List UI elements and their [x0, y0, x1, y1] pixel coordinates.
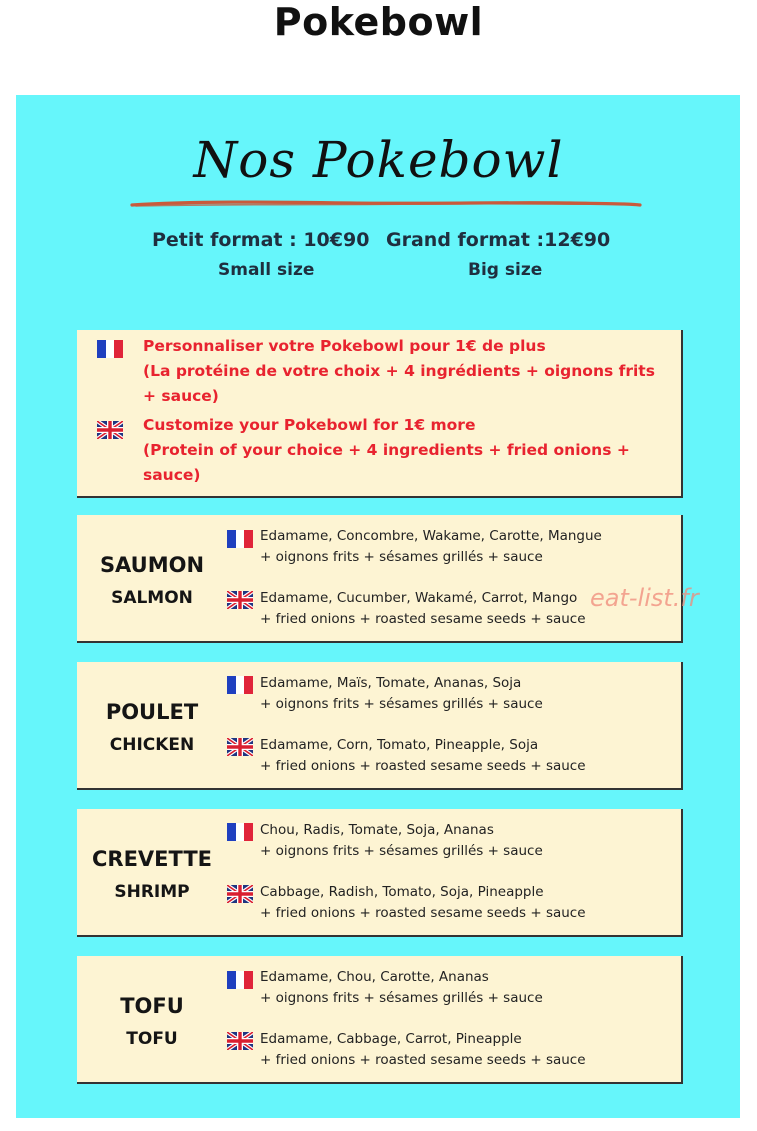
- customize-text-en: [143, 413, 663, 488]
- customize-en-line: (Protein of your choice + 4 ingredients + fried onions +: [143, 441, 630, 459]
- desc-line: + fried onions + roasted sesame seeds + sauce: [260, 1052, 586, 1068]
- small-size-label: Small size: [218, 260, 315, 280]
- bowl-name-en: SALMON: [111, 588, 193, 608]
- customize-en-line: sauce): [143, 466, 201, 484]
- big-format-price: Grand format :12€90: [386, 229, 611, 251]
- desc-line: + oignons frits + sésames grillés + sauce: [260, 843, 543, 859]
- desc-line: Edamame, Cucumber, Wakamé, Carrot, Mango: [260, 590, 578, 606]
- big-size-label: Big size: [468, 260, 543, 280]
- desc-line: Edamame, Cabbage, Carrot, Pineapple: [260, 1031, 522, 1047]
- bowl-name-fr: TOFU: [120, 994, 184, 1018]
- menu-heading: Nos Pokebowl: [193, 131, 564, 189]
- customize-fr-line: Personnaliser votre Pokebowl pour 1€ de plus: [143, 337, 546, 355]
- france-flag-icon: [227, 676, 253, 694]
- customize-card: [77, 330, 683, 498]
- bowl-desc-fr: [260, 820, 660, 862]
- bowl-desc-en: [260, 735, 660, 777]
- france-flag-icon: [227, 971, 253, 989]
- desc-line: Edamame, Maïs, Tomate, Ananas, Soja: [260, 675, 522, 691]
- uk-flag-icon: [97, 421, 123, 439]
- uk-flag-icon: [227, 1032, 253, 1050]
- desc-line: + oignons frits + sésames grillés + sauce: [260, 696, 543, 712]
- bowl-name-en: TOFU: [126, 1029, 178, 1049]
- france-flag-icon: [97, 340, 123, 358]
- bowl-card-shrimp: [77, 809, 683, 937]
- bowl-name-en: CHICKEN: [109, 735, 195, 755]
- bowl-name-fr: POULET: [105, 700, 199, 724]
- desc-line: + fried onions + roasted sesame seeds + sauce: [260, 758, 586, 774]
- bowl-card-chicken: [77, 662, 683, 790]
- uk-flag-icon: [227, 885, 253, 903]
- customize-text-fr: [143, 334, 663, 409]
- desc-line: Edamame, Corn, Tomato, Pineapple, Soja: [260, 737, 539, 753]
- customize-en-line: Customize your Pokebowl for 1€ more: [143, 416, 476, 434]
- bowl-name-fr: SAUMON: [99, 553, 205, 577]
- page-title: Pokebowl: [273, 0, 484, 44]
- france-flag-icon: [227, 823, 253, 841]
- desc-line: Chou, Radis, Tomate, Soja, Ananas: [260, 822, 494, 838]
- customize-fr-line: + sauce): [143, 387, 219, 405]
- desc-line: + oignons frits + sésames grillés + sauce: [260, 549, 543, 565]
- desc-line: + fried onions + roasted sesame seeds + sauce: [260, 611, 586, 627]
- bowl-name-fr: CREVETTE: [91, 847, 212, 871]
- desc-line: Cabbage, Radish, Tomato, Soja, Pineapple: [260, 884, 544, 900]
- small-format-price: Petit format : 10€90: [152, 229, 370, 251]
- bowl-desc-fr: [260, 673, 660, 715]
- desc-line: + fried onions + roasted sesame seeds + sauce: [260, 905, 586, 921]
- bowl-card-salmon: [77, 515, 683, 643]
- uk-flag-icon: [227, 738, 253, 756]
- bowl-card-tofu: [77, 956, 683, 1084]
- desc-line: Edamame, Chou, Carotte, Ananas: [260, 969, 489, 985]
- bowl-name-en: SHRIMP: [114, 882, 190, 902]
- watermark: eat-list.fr: [590, 584, 699, 612]
- heading-underline: [130, 196, 642, 212]
- desc-line: Edamame, Concombre, Wakame, Carotte, Mangue: [260, 528, 602, 544]
- bowl-desc-en: [260, 1029, 660, 1071]
- uk-flag-icon: [227, 591, 253, 609]
- desc-line: + oignons frits + sésames grillés + sauce: [260, 990, 543, 1006]
- bowl-desc-en: [260, 882, 660, 924]
- customize-fr-line: (La protéine de votre choix + 4 ingrédients + oignons frits: [143, 362, 655, 380]
- bowl-desc-fr: [260, 526, 660, 568]
- france-flag-icon: [227, 530, 253, 548]
- bowl-desc-fr: [260, 967, 660, 1009]
